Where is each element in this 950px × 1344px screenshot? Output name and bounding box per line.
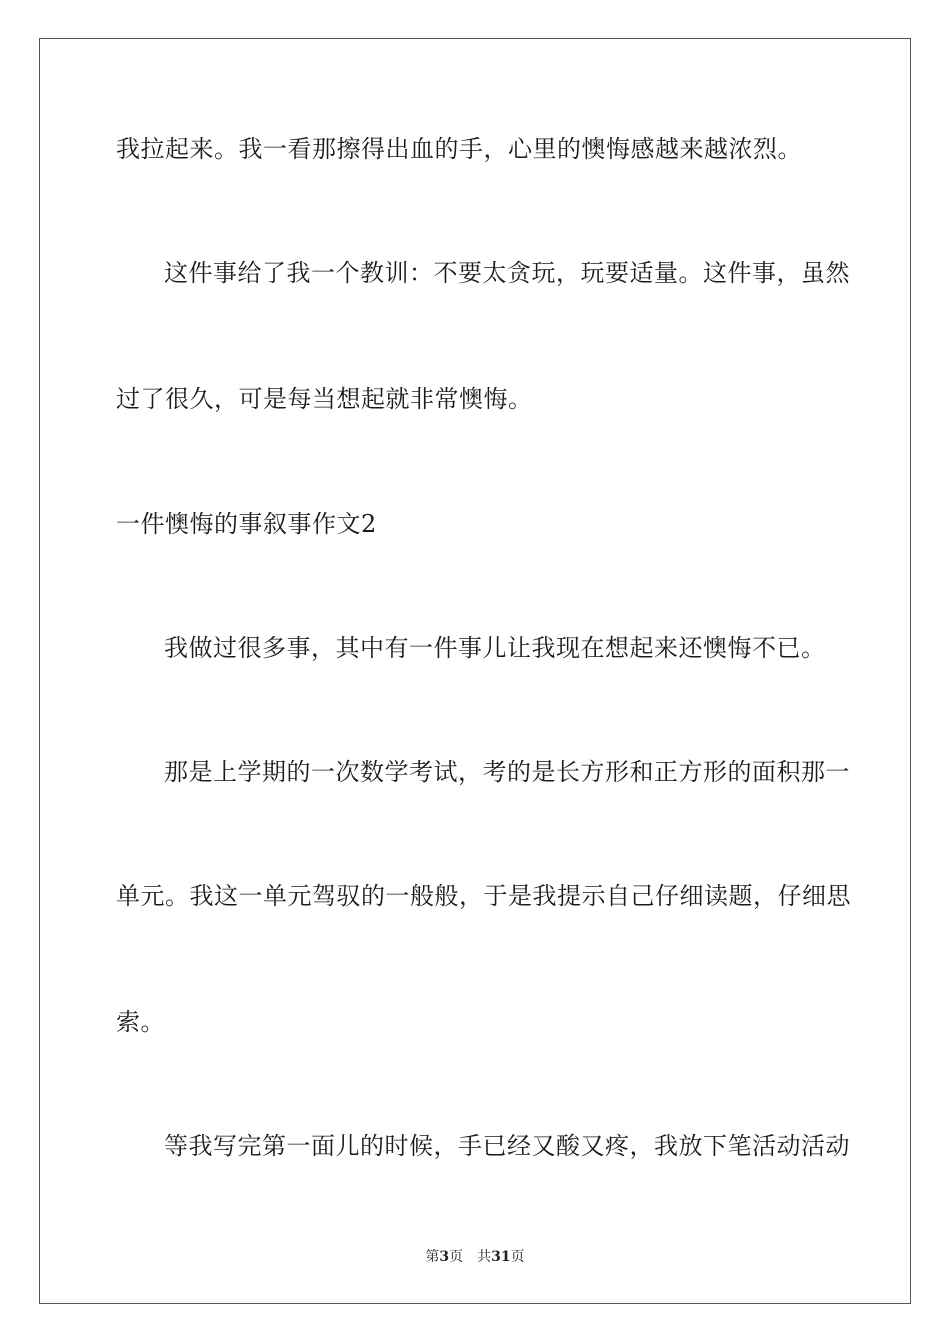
section-heading: 一件懊悔的事叙事作文2	[116, 510, 377, 538]
page-prefix: 第	[425, 1249, 440, 1265]
total-prefix: 共	[477, 1249, 492, 1265]
text-line: 索。	[116, 1008, 165, 1036]
text-line: 那是上学期的一次数学考试，考的是长方形和正方形的面积那一	[164, 758, 850, 786]
text-line: 这件事给了我一个教训：不要太贪玩，玩要适量。这件事，虽然	[164, 259, 850, 287]
text-line: 我拉起来。我一看那擦得出血的手，心里的懊悔感越来越浓烈。	[116, 135, 802, 163]
total-page-number: 31	[491, 1249, 511, 1265]
text-line: 等我写完第一面儿的时候，手已经又酸又疼，我放下笔活动活动	[164, 1132, 850, 1160]
text-line: 我做过很多事，其中有一件事儿让我现在想起来还懊悔不已。	[164, 634, 826, 662]
page-frame	[39, 38, 911, 1304]
total-suffix: 页	[510, 1249, 525, 1265]
page-suffix: 页	[449, 1249, 464, 1265]
text-line: 单元。我这一单元驾驭的一般般，于是我提示自己仔细读题，仔细思	[116, 882, 851, 910]
current-page-number: 3	[439, 1249, 450, 1265]
text-line: 过了很久，可是每当想起就非常懊悔。	[116, 385, 533, 413]
page-footer	[0, 1247, 950, 1267]
